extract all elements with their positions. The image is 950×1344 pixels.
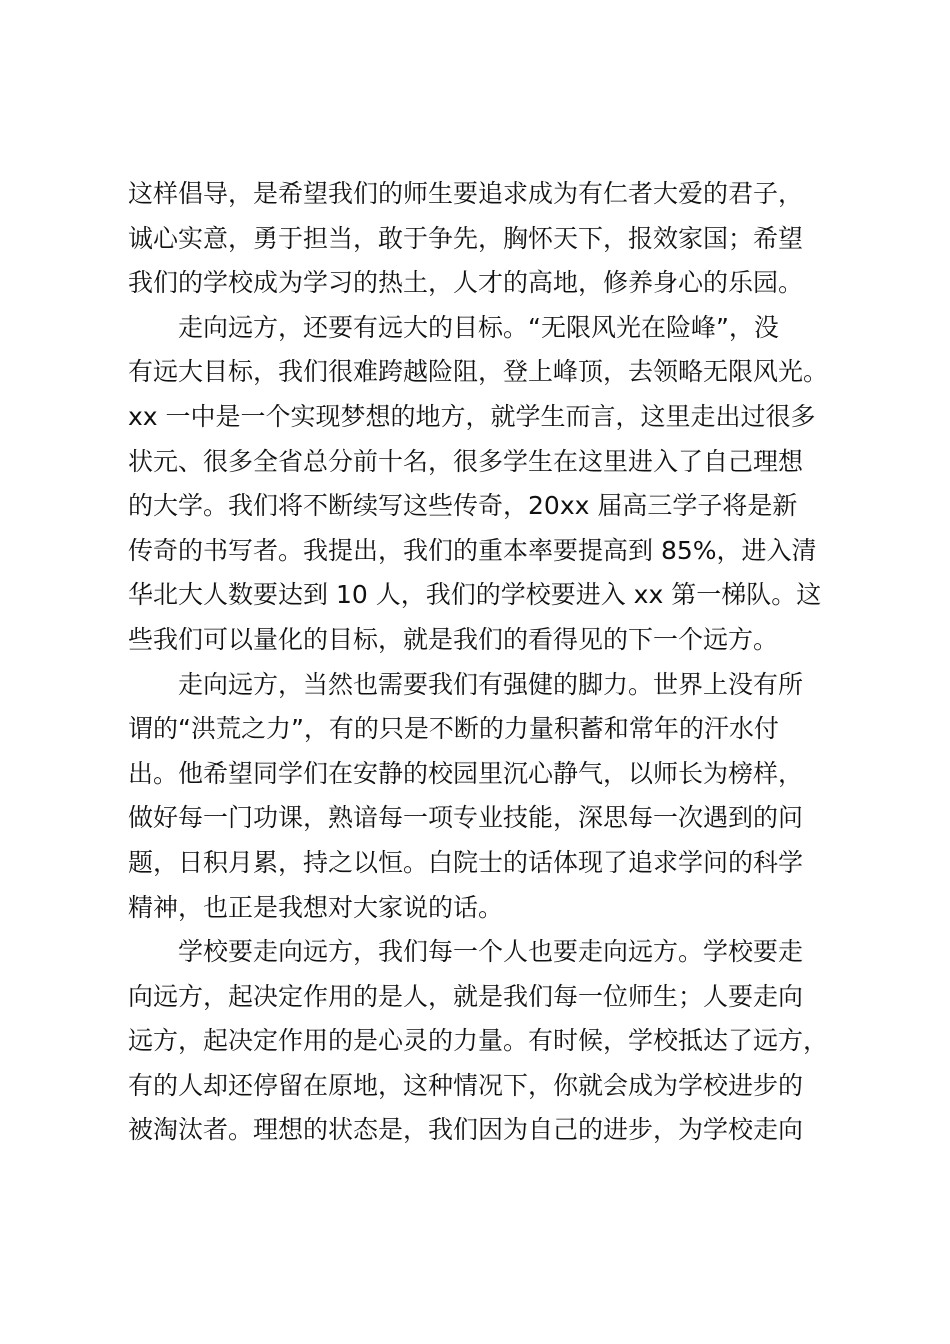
text-line: 向远方，起决定作用的是人，就是我们每一位师生；人要走向 [128, 981, 804, 1011]
text-line: 状元、很多全省总分前十名，很多学生在这里进入了自己理想 [128, 446, 804, 476]
paragraph-start-line: 走向远方，还要有远大的目标。“无限风光在险峰”，没 [178, 312, 779, 342]
text-line: xx 一中是一个实现梦想的地方，就学生而言，这里走出过很多 [128, 401, 816, 431]
text-line: 的大学。我们将不断续写这些传奇，20xx 届高三学子将是新 [128, 491, 798, 521]
text-line: 被淘汰者。理想的状态是，我们因为自己的进步，为学校走向 [128, 1115, 804, 1145]
text-line: 华北大人数要达到 10 人，我们的学校要进入 xx 第一梯队。这 [128, 580, 822, 610]
text-line: 题，日积月累，持之以恒。白院士的话体现了追求学问的科学 [128, 847, 804, 877]
text-line: 谓的“洪荒之力”，有的只是不断的力量积蓄和常年的汗水付 [128, 714, 779, 744]
text-line: 这样倡导，是希望我们的师生要追求成为有仁者大爱的君子， [128, 179, 804, 208]
text-line: 做好每一门功课，熟谙每一项专业技能，深思每一次遇到的问 [128, 803, 804, 833]
text-line: 些我们可以量化的目标，就是我们的看得见的下一个远方。 [128, 624, 779, 654]
text-line: 传奇的书写者。我提出，我们的重本率要提高到 85%，进入清 [128, 535, 817, 565]
text-line: 出。他希望同学们在安静的校园里沉心静气，以师长为榜样， [128, 758, 804, 788]
text-line: 有的人却还停留在原地，这种情况下，你就会成为学校进步的 [128, 1070, 804, 1100]
text-line: 精神，也正是我想对大家说的话。 [128, 892, 504, 922]
text-line: 有远大目标，我们很难跨越险阻，登上峰顶，去领略无限风光。 [128, 357, 829, 387]
text-line: 诚心实意，勇于担当，敢于争先，胸怀天下，报效家国；希望 [128, 223, 804, 253]
text-line: 我们的学校成为学习的热土，人才的高地，修养身心的乐园。 [128, 268, 804, 298]
text-line: 远方，起决定作用的是心灵的力量。有时候，学校抵达了远方， [128, 1026, 829, 1056]
paragraph-start-line: 学校要走向远方，我们每一个人也要走向远方。学校要走 [178, 937, 804, 967]
paragraph-start-line: 走向远方，当然也需要我们有强健的脚力。世界上没有所 [178, 669, 804, 699]
document-body [128, 172, 848, 1153]
